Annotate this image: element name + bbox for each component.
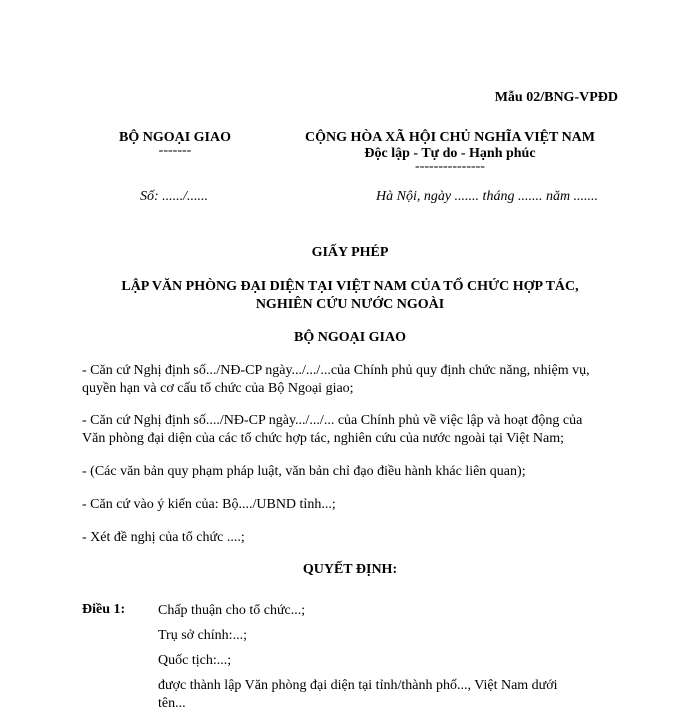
document-number: Số: ....../...... <box>140 189 209 204</box>
motto-underline: --------------- <box>415 159 485 174</box>
article-1-line: được thành lập Văn phòng đại diện tại tỉnh/thành phố..., Việt Nam dưới tên... <box>158 678 558 711</box>
decision-heading: QUYẾT ĐỊNH: <box>302 562 398 577</box>
legal-basis-item: - Căn cứ Nghị định số..../NĐ-CP ngày.../.../... của Chính phủ về việc lập và hoạt động của Văn phòng đại diện của các tổ chức hợp tác, nghiên cứu của nước ngoài tại Việt Nam; <box>82 413 583 446</box>
article-1-line: Trụ sở chính:...; <box>158 628 247 643</box>
legal-basis-item: - (Các văn bản quy phạm pháp luật, văn bản chỉ đạo điều hành khác liên quan); <box>82 464 526 479</box>
ministry-block <box>100 130 250 156</box>
form-code: Mẫu 02/BNG-VPĐD <box>494 90 618 105</box>
place-and-date: Hà Nội, ngày ....... tháng ....... năm ....... <box>376 189 599 204</box>
national-heading <box>270 130 630 172</box>
subject-line-2: NGHIÊN CỨU NƯỚC NGOÀI <box>255 297 445 312</box>
article-1-line: Quốc tịch:...; <box>158 653 232 668</box>
legal-basis-item: - Xét đề nghị của tổ chức ....; <box>82 530 245 545</box>
national-motto: Độc lập - Tự do - Hạnh phúc <box>364 146 536 161</box>
document-subject <box>0 278 700 314</box>
legal-basis-item: - Căn cứ Nghị định số.../NĐ-CP ngày.../.../...của Chính phủ quy định chức năng, nhiệm vụ, quyền hạn và cơ cấu tổ chức của Bộ Ngoại giao; <box>82 363 590 396</box>
ministry-underline: ------- <box>158 143 192 158</box>
subject-line-1: LẬP VĂN PHÒNG ĐẠI DIỆN TẠI VIỆT NAM CỦA TỔ CHỨC HỢP TÁC, <box>121 279 579 294</box>
document-type: GIẤY PHÉP <box>311 245 389 260</box>
article-1-label: Điều 1: <box>82 602 126 617</box>
legal-basis-item: - Căn cứ vào ý kiến của: Bộ..../UBND tỉnh...; <box>82 497 336 512</box>
article-1-line: Chấp thuận cho tổ chức...; <box>158 603 306 618</box>
issuing-authority: BỘ NGOẠI GIAO <box>293 330 406 345</box>
republic-name: CỘNG HÒA XÃ HỘI CHỦ NGHĨA VIỆT NAM <box>304 130 595 145</box>
ministry-name: BỘ NGOẠI GIAO <box>118 130 231 145</box>
